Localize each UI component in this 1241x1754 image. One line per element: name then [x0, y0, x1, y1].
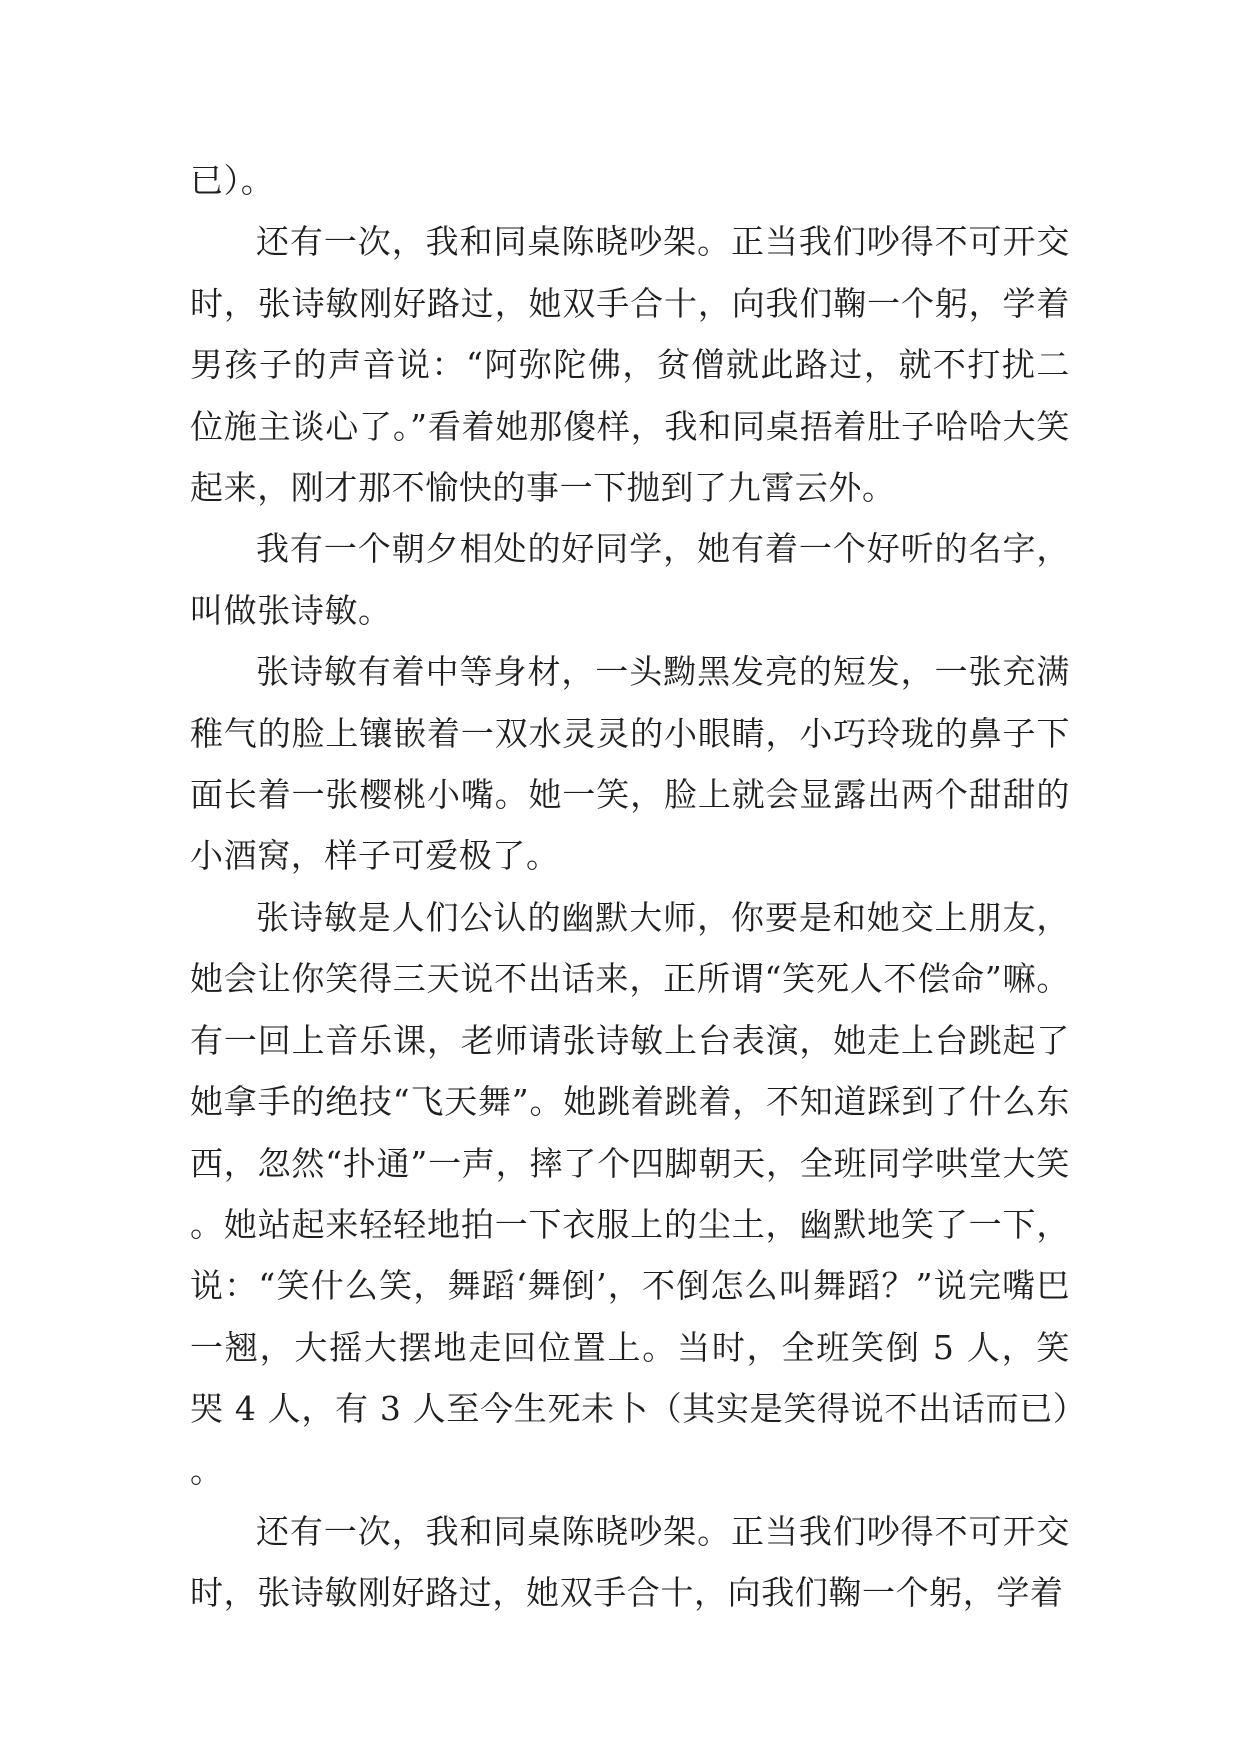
paragraph: 我有一个朝夕相处的好同学，她有着一个好听的名字，叫做张诗敏。 — [190, 529, 1070, 630]
paragraph: 还有一次，我和同桌陈晓吵架。正当我们吵得不可开交时，张诗敏刚好路过，她双手合十，向我们鞠一个躬，学着男孩子的声音说：“阿弥陀佛，贫僧就此路过，就不打扰二位施主谈心了。”看着她那傻样，我和同桌捂着肚子哈哈大笑起来，刚才那不愉快的事一下抛到了九霄云外。 — [190, 222, 1070, 508]
document-body — [190, 150, 1070, 1624]
paragraph: 张诗敏是人们公认的幽默大师，你要是和她交上朋友，她会让你笑得三天说不出话来，正所谓“笑死人不偿命”嘛。有一回上音乐课，老师请张诗敏上台表演，她走上台跳起了她拿手的绝技“飞天舞”。她跳着跳着，不知道踩到了什么东西，忽然“扑通”一声，摔了个四脚朝天，全班同学哄堂大笑。她站起来轻轻地拍一下衣服上的尘土，幽默地笑了一下，说：“笑什么笑，舞蹈‘舞倒’，不倒怎么叫舞蹈？”说完嘴巴一翘，大摇大摆地走回位置上。当时，全班笑倒 5 人，笑哭 4 人，有 3 人至今生死未卜（其实是笑得说不出话而已）。 — [190, 897, 1070, 1490]
paragraph: 还有一次，我和同桌陈晓吵架。正当我们吵得不可开交时，张诗敏刚好路过，她双手合十，向我们鞠一个躬，学着 — [190, 1511, 1070, 1613]
paragraph: 已）。 — [190, 161, 275, 200]
paragraph: 张诗敏有着中等身材，一头黝黑发亮的短发，一张充满稚气的脸上镶嵌着一双水灵灵的小眼睛，小巧玲珑的鼻子下面长着一张樱桃小嘴。她一笑，脸上就会显露出两个甜甜的小酒窝，样子可爱极了。 — [190, 652, 1070, 876]
